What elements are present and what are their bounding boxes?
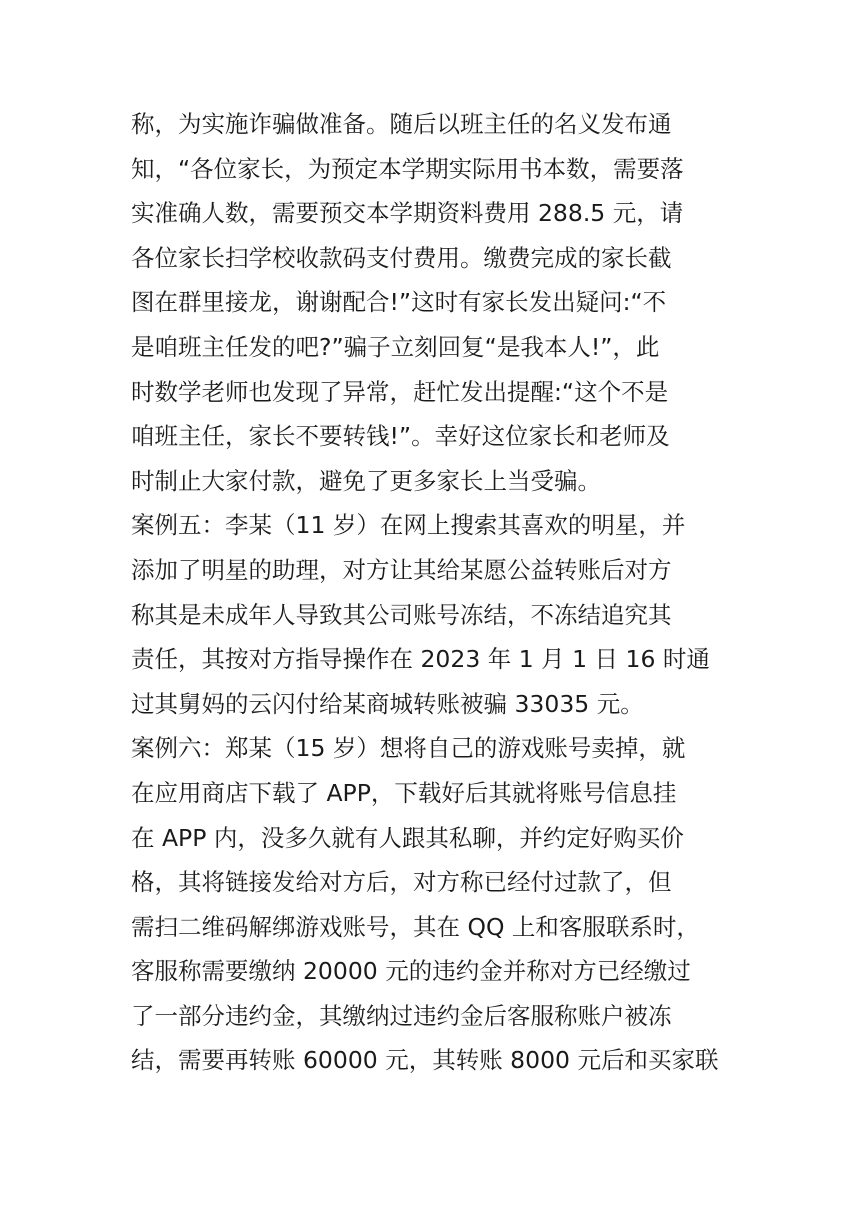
text-line: 知，“各位家长，为预定本学期实际用书本数，需要落 [131, 154, 684, 183]
text-line: 了一部分违约金，其缴纳过违约金后客服称账户被冻 [131, 1001, 672, 1030]
text-line: 过其舅妈的云闪付给某商城转账被骗 33035 元。 [131, 689, 644, 718]
text-line: 结，需要再转账 60000 元，其转账 8000 元后和买家联 [131, 1046, 719, 1075]
text-line: 是咱班主任发的吧?”骗子立刻回复“是我本人!”，此 [131, 332, 660, 361]
text-line: 各位家长扫学校收款码支付费用。缴费完成的家长截 [131, 243, 672, 272]
text-line: 客服称需要缴纳 20000 元的违约金并称对方已经缴过 [131, 957, 691, 986]
text-line: 称，为实施诈骗做准备。随后以班主任的名义发布通 [131, 110, 672, 138]
text-line: 称其是未成年人导致其公司账号冻结，不冻结追究其 [131, 600, 672, 629]
case-six-heading-line: 案例六：郑某（15 岁）想将自己的游戏账号卖掉，就 [131, 734, 686, 763]
text-line: 需扫二维码解绑游戏账号，其在 QQ 上和客服联系时， [131, 912, 700, 941]
text-line: 时制止大家付款，避免了更多家长上当受骗。 [131, 466, 601, 495]
text-line: 咱班主任，家长不要转钱!”。幸好这位家长和老师及 [131, 422, 670, 451]
text-line: 在 APP 内，没多久就有人跟其私聊，并约定好购买价 [131, 823, 684, 852]
text-line: 添加了明星的助理，对方让其给某愿公益转账后对方 [131, 555, 672, 584]
text-line: 图在群里接龙，谢谢配合!”这时有家长发出疑问:“不 [131, 288, 667, 317]
body-text [131, 102, 731, 1083]
text-line: 时数学老师也发现了异常，赶忙发出提醒:“这个不是 [131, 377, 669, 406]
text-line: 责任，其按对方指导操作在 2023 年 1 月 1 日 16 时通 [131, 645, 710, 674]
text-line: 实准确人数，需要预交本学期资料费用 288.5 元，请 [131, 199, 684, 228]
text-line: 在应用商店下载了 APP，下载好后其就将账号信息挂 [131, 778, 677, 807]
text-line: 格，其将链接发给对方后，对方称已经付过款了，但 [131, 868, 672, 897]
case-five-heading-line: 案例五：李某（11 岁）在网上搜索其喜欢的明星，并 [131, 511, 686, 540]
